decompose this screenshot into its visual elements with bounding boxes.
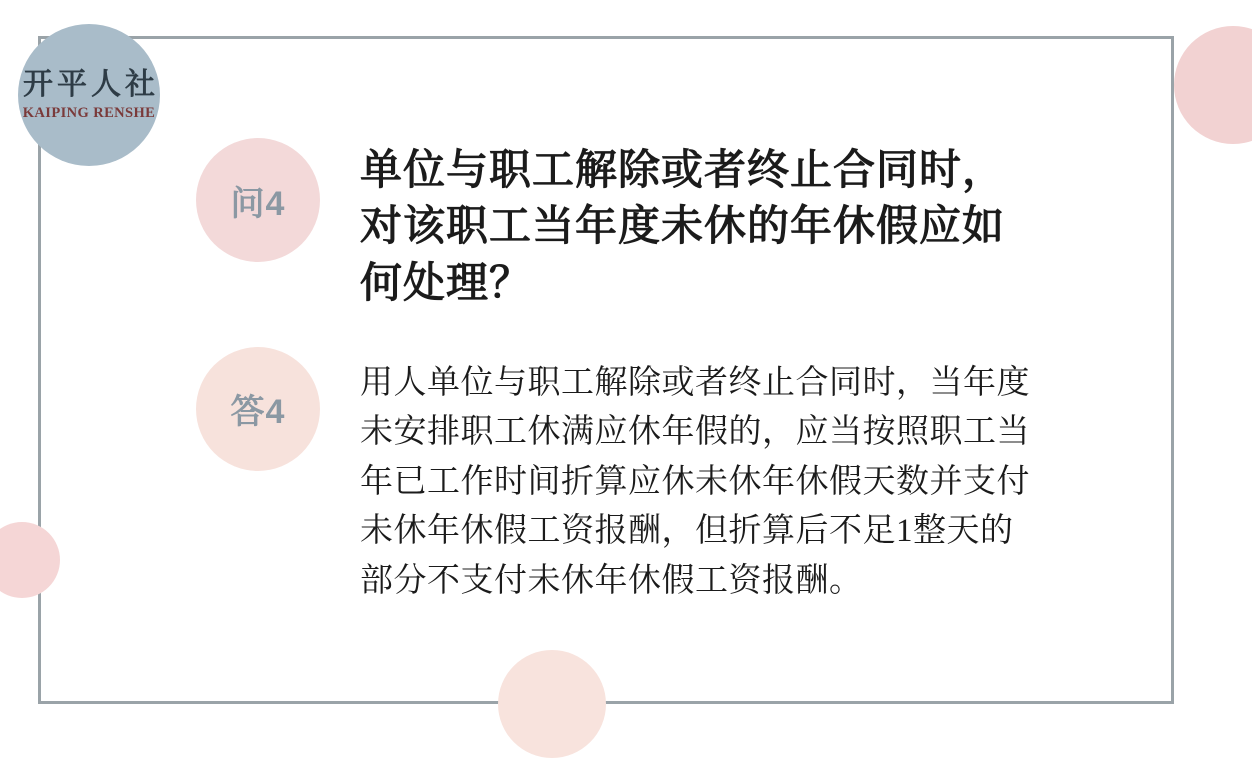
question-text: 单位与职工解除或者终止合同时，对该职工当年度未休的年休假应如何处理？: [360, 146, 1006, 306]
logo-name-cn: 开平人社: [23, 68, 159, 101]
question-badge: 问4: [196, 138, 320, 262]
question-text-wrap: [360, 138, 1030, 311]
answer-badge: 答4: [196, 347, 320, 471]
logo-badge: [18, 24, 160, 166]
decorative-circle-bottom: [498, 650, 606, 758]
question-row: [196, 138, 1096, 311]
answer-text: 用人单位与职工解除或者终止合同时，当年度未安排职工休满应休年假的，应当按照职工当年已工作时间折算应休未休年休假天数并支付未休年休假工资报酬，但折算后不足1整天的部分不支付未休年休假工资报酬。: [360, 364, 1030, 599]
qa-content: [196, 138, 1096, 606]
answer-row: [196, 339, 1096, 607]
decorative-circle-top-right: [1174, 26, 1252, 144]
answer-text-wrap: [360, 339, 1040, 607]
logo-name-en: KAIPING RENSHE: [22, 105, 156, 121]
